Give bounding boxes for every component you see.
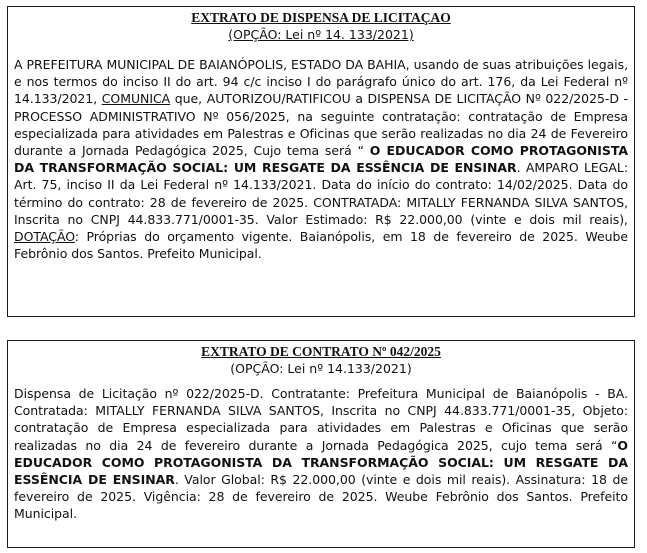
dispensa-tema: O EDUCADOR COMO PROTAGONISTA DA TRANSFORMAÇÃO SOCIAL: UM RESGATE DA ESSÊNCIA DE ENSINAR <box>14 143 628 176</box>
extrato-dispensa-subtitle: (OPÇÃO: Lei nº 14. 133/2021) <box>228 27 414 42</box>
extrato-dispensa-box <box>7 6 635 317</box>
contrato-text-2: . Valor Global: R$ 22.000,00 (vinte e dois mil reais). Assinatura: 18 de fevereiro de 2025. Vigência: 28 de fevereiro de 2025. Weube Febrônio dos Santos. Prefeito Municipal. <box>14 472 628 522</box>
dispensa-text-4: : Próprias do orçamento vigente. Baianópolis, em 18 de fevereiro de 2025. Weube Febrônio dos Santos. Prefeito Municipal. <box>14 229 628 262</box>
extrato-dispensa-body <box>8 56 634 262</box>
dispensa-text-2: que, AUTORIZOU/RATIFICOU a DISPENSA DE LICITAÇÃO Nº 022/2025-D - PROCESSO ADMINISTRATIVO Nº 056/2025, na seguinte contratação: contratação de Empresa especializada para atividades em Palestras e Oficinas que serão realizadas no dia 24 de Fevereiro durante a Jornada Pedagógica 2025, Cujo tema será “ <box>14 91 628 159</box>
extrato-contrato-box <box>7 340 635 548</box>
contrato-tema: O EDUCADOR COMO PROTAGONISTA DA TRANSFORMAÇÃO SOCIAL: UM RESGATE DA ESSÊNCIA DE ENSINAR <box>14 437 628 488</box>
dispensa-text-1: A PREFEITURA MUNICIPAL DE BAIANÓPOLIS, ESTADO DA BAHIA, usando de suas atribuições legais, e nos termos do inciso II do art. 94 c/c inciso I do parágrafo único do art. 176, da Lei Federal nº 14.133/2021, <box>14 57 628 107</box>
dispensa-text-3: . AMPARO LEGAL: Art. 75, inciso II da Lei Federal nº 14.133/2021. Data do início do contrato: 14/02/2025. Data do término do contrato: 28 de fevereiro de 2025. CONTRATADA: MITALLY FERNANDA SILVA SANTOS, Inscrita no CNPJ 44.833.771/0001-35. Valor Estimado: R$ 22.000,00 (vinte e dois mil reais), <box>14 160 628 227</box>
dotacao-word: DOTAÇÃO <box>14 229 75 245</box>
extrato-contrato-title: EXTRATO DE CONTRATO Nº 042/2025 <box>201 344 441 359</box>
extrato-contrato-subtitle: (OPÇÃO: Lei nº 14.133/2021) <box>230 361 412 376</box>
contrato-text-1: Dispensa de Licitação nº 022/2025-D. Contratante: Prefeitura Municipal de Baianópolis - BA. Contratada: MITALLY FERNANDA SILVA SANTOS, Inscrita no CNPJ 44.833.771/0001-35, Objeto: contratação de Empresa especializada para atividades em Palestras e Oficinas que serão realizadas no dia 24 de fevereiro durante a Jornada Pedagógica 2025, cujo tema será “ <box>14 386 628 453</box>
extrato-contrato-body <box>8 385 634 523</box>
extrato-dispensa-title: EXTRATO DE DISPENSA DE LICITAÇAO <box>191 10 451 25</box>
comunica-word: COMUNICA <box>101 91 171 107</box>
